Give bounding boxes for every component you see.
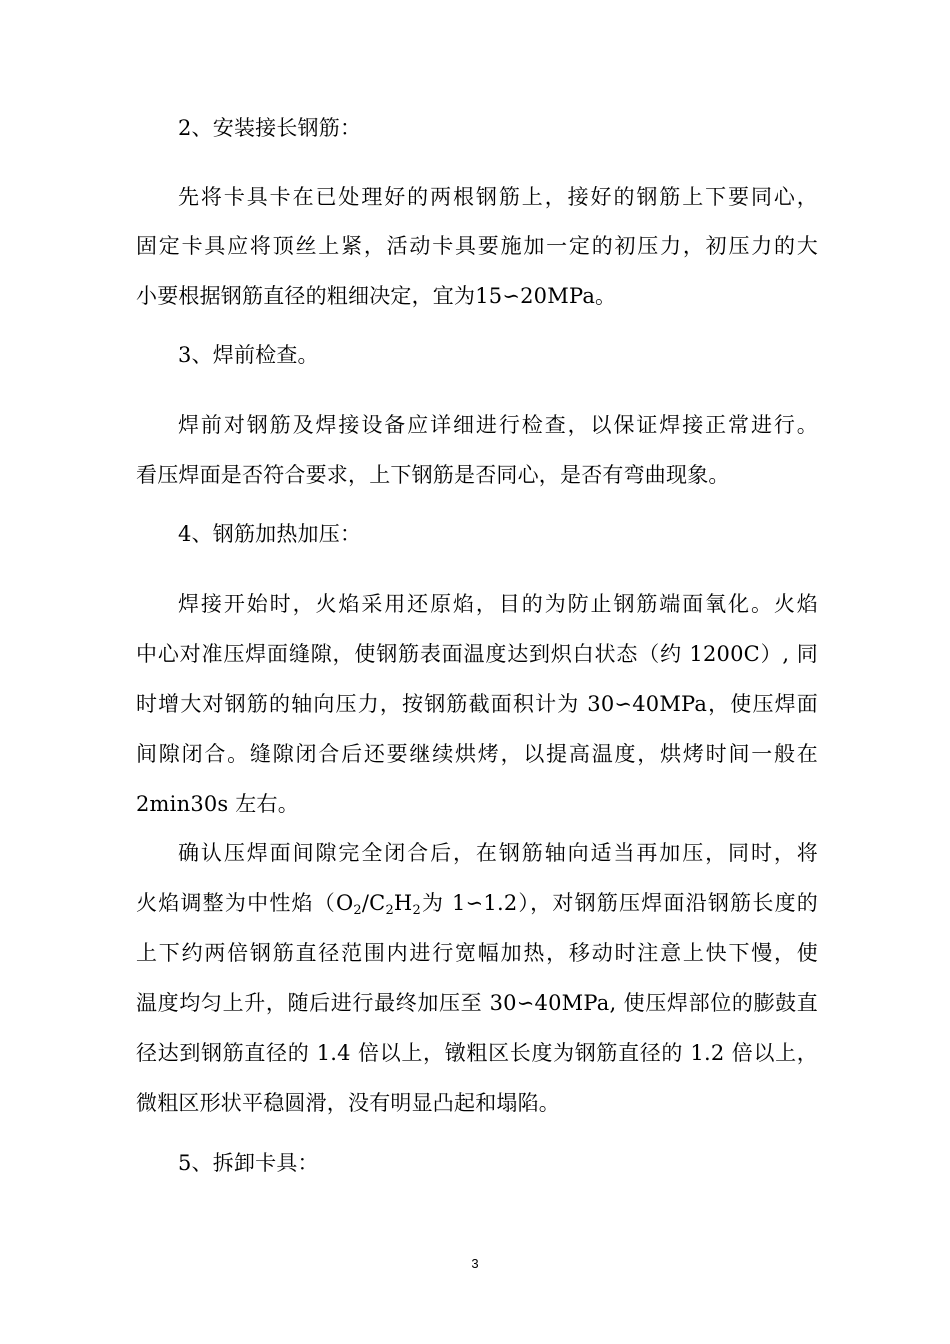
subscript: 2 [353, 903, 362, 918]
paragraph-line: 微粗区形状平稳圆滑，没有明显凸起和塌陷。 [136, 1091, 560, 1115]
paragraph-line: 焊接开始时，火焰采用还原焰，目的为防止钢筋端面氧化。火焰 [178, 592, 818, 616]
page-number: 3 [471, 1256, 479, 1271]
paragraph-line: 确认压焊面间隙完全闭合后，在钢筋轴向适当再加压，同时，将 [178, 841, 818, 865]
paragraph-line-formula [136, 888, 818, 918]
paragraph-line: 2min30s 左右。 [136, 792, 299, 816]
formula-text-before: 火焰调整为中性焰（O [136, 891, 354, 915]
section-heading-5: 5、拆卸卡具： [178, 1151, 319, 1175]
paragraph-line: 温度均匀上升，随后进行最终加压至 30∽40MPa, 使压焊部位的膨鼓直 [136, 991, 818, 1015]
section-heading-4: 4、钢筋加热加压： [178, 522, 362, 546]
section-heading-3: 3、焊前检查。 [178, 343, 319, 367]
paragraph-line: 小要根据钢筋直径的粗细决定，宜为15∽20MPa。 [136, 284, 617, 308]
paragraph-line: 上下约两倍钢筋直径范围内进行宽幅加热，移动时注意上快下慢，使 [136, 941, 818, 965]
subscript: 2 [412, 903, 421, 918]
paragraph-line: 中心对准压焊面缝隙，使钢筋表面温度达到炽白状态（约 1200C）, 同 [136, 642, 818, 666]
paragraph-line: 径达到钢筋直径的 1.4 倍以上，镦粗区长度为钢筋直径的 1.2 倍以上， [136, 1041, 818, 1065]
paragraph-line: 间隙闭合。缝隙闭合后还要继续烘烤，以提高温度，烘烤时间一般在 [136, 742, 818, 766]
paragraph-line: 看压焊面是否符合要求，上下钢筋是否同心，是否有弯曲现象。 [136, 463, 730, 487]
paragraph-line: 焊前对钢筋及焊接设备应详细进行检查，以保证焊接正常进行。 [178, 413, 818, 437]
formula-text-after: 为 1∽1.2），对钢筋压焊面沿钢筋长度的 [420, 891, 818, 915]
paragraph-line: 固定卡具应将顶丝上紧，活动卡具要施加一定的初压力，初压力的大 [136, 234, 818, 258]
subscript: 2 [385, 903, 394, 918]
paragraph-line: 先将卡具卡在已处理好的两根钢筋上，接好的钢筋上下要同心， [178, 185, 818, 209]
paragraph-line: 时增大对钢筋的轴向压力，按钢筋截面积计为 30∽40MPa，使压焊面 [136, 692, 818, 716]
formula-text: /C [361, 891, 386, 915]
section-heading-2: 2、安装接长钢筋： [178, 116, 362, 140]
formula-text: H [393, 891, 413, 915]
